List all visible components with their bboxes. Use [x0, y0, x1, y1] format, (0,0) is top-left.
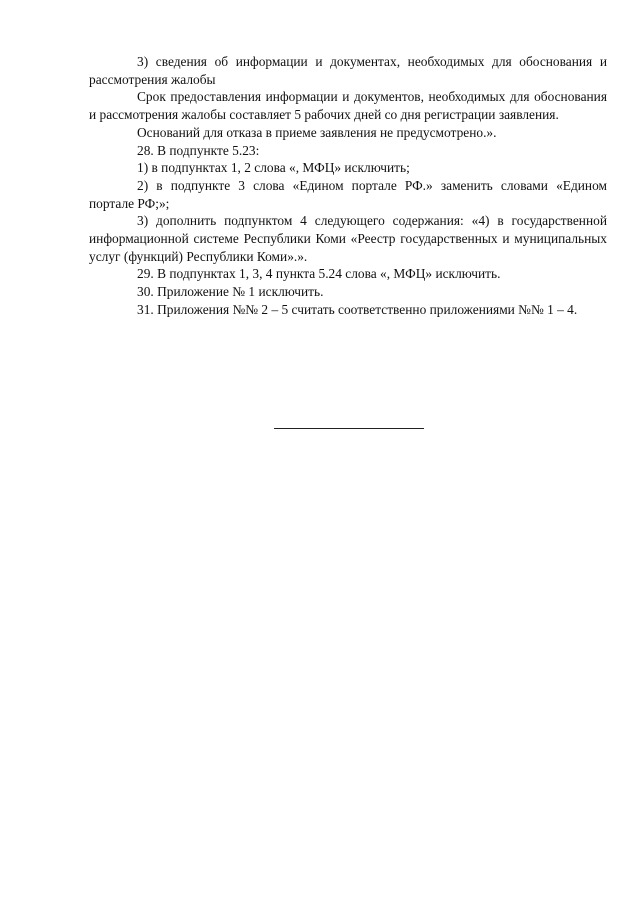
paragraph-item-3-info: 3) сведения об информации и документах, необходимых для обоснования и рассмотрения жалобы — [89, 54, 607, 87]
paragraph-30: 30. Приложение № 1 исключить. — [137, 284, 324, 300]
paragraph-31: 31. Приложения №№ 2 – 5 считать соответственно приложениями №№ 1 – 4. — [137, 301, 578, 317]
paragraph-28-3: 3) дополнить подпунктом 4 следующего содержания: «4) в государственной информационной системе Республики Коми «Реестр государственных и муниципальных услуг (функций) Республики Коми».». — [89, 213, 607, 264]
paragraph-28-1: 1) в подпунктах 1, 2 слова «, МФЦ» исключить; — [137, 160, 410, 176]
paragraph-29: 29. В подпунктах 1, 3, 4 пункта 5.24 слова «, МФЦ» исключить. — [137, 266, 501, 282]
end-divider-line — [274, 428, 424, 429]
document-body — [89, 53, 607, 319]
paragraph-28-2: 2) в подпункте 3 слова «Едином портале РФ.» заменить словами «Едином портале РФ;»; — [89, 177, 607, 211]
paragraph-no-refusal: Оснований для отказа в приеме заявления не предусмотрено.». — [137, 124, 497, 140]
paragraph-deadline: Срок предоставления информации и документов, необходимых для обоснования и рассмотрения жалобы составляет 5 рабочих дней со дня регистрации заявления. — [89, 89, 607, 123]
paragraph-28: 28. В подпункте 5.23: — [137, 142, 260, 158]
